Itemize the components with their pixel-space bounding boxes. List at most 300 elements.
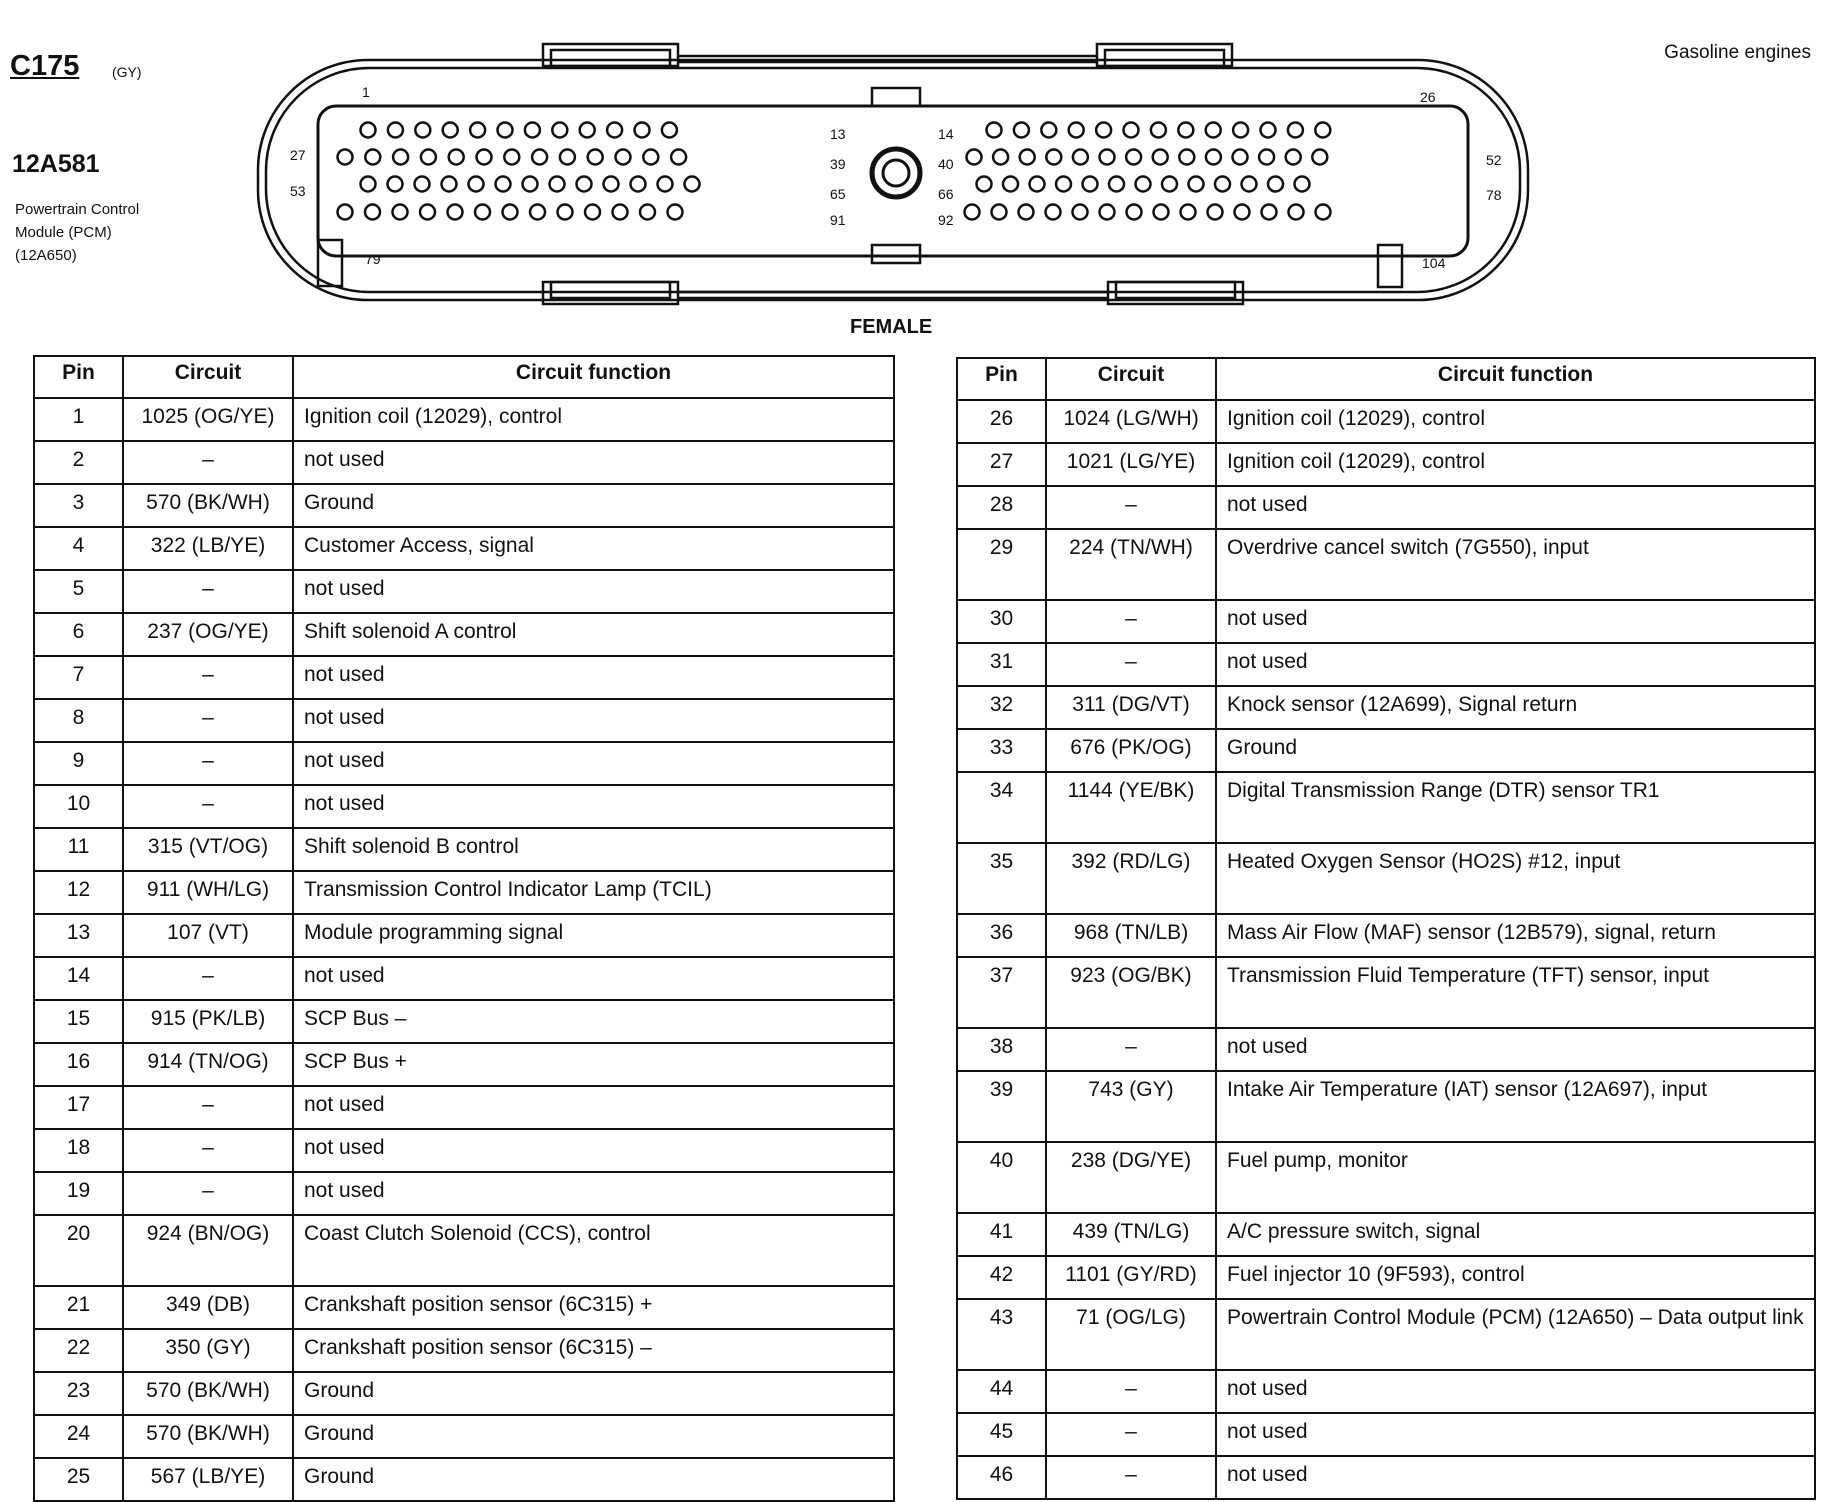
table-row [957,957,1815,1028]
pin-hole [1215,177,1230,192]
pin-hole [1295,177,1310,192]
pin-hole [470,123,485,138]
pin-cell: 34 [957,772,1046,843]
pin-cell: 36 [957,914,1046,957]
function-cell: not used [1216,1413,1815,1456]
function-cell: not used [293,656,894,699]
pin-cell: 6 [34,613,123,656]
function-column-header: Circuit function [1216,358,1815,400]
pin-hole [1262,205,1277,220]
pin-hole [361,123,376,138]
circuit-cell: – [1046,643,1216,686]
table-row [34,1372,894,1415]
function-cell: Ignition coil (12029), control [1216,400,1815,443]
pin-hole [1127,205,1142,220]
pin-hole [361,177,376,192]
pin-label-26: 26 [1420,89,1436,105]
pin-hole [1189,177,1204,192]
table-row [34,871,894,914]
circuit-cell: 676 (PK/OG) [1046,729,1216,772]
pin-cell: 18 [34,1129,123,1172]
pin-hole [1124,123,1139,138]
table-row [34,1129,894,1172]
pin-table-left-body [34,398,894,1501]
pin-hole [643,150,658,165]
pin-cell: 15 [34,1000,123,1043]
pin-hole [658,177,673,192]
pin-cell: 12 [34,871,123,914]
function-cell: Mass Air Flow (MAF) sensor (12B579), signal, return [1216,914,1815,957]
circuit-cell: – [1046,486,1216,529]
circuit-cell: – [1046,1456,1216,1499]
function-cell: not used [293,1172,894,1215]
circuit-cell: 915 (PK/LB) [123,1000,293,1043]
pin-hole [504,150,519,165]
pin-hole [1014,123,1029,138]
pin-cell: 16 [34,1043,123,1086]
function-cell: SCP Bus – [293,1000,894,1043]
pin-hole [1235,205,1250,220]
function-cell: Ground [1216,729,1815,772]
table-row [957,400,1815,443]
pin-hole [965,205,980,220]
table-row [34,1000,894,1043]
circuit-cell: 924 (BN/OG) [123,1215,293,1286]
pin-hole [967,150,982,165]
table-row [34,828,894,871]
table-row [957,1256,1815,1299]
circuit-cell: – [123,1086,293,1129]
part-number: 12A581 [12,150,100,178]
function-cell: Coast Clutch Solenoid (CCS), control [293,1215,894,1286]
pin-hole [685,177,700,192]
circuit-cell: – [123,742,293,785]
pin-hole [1083,177,1098,192]
pin-hole [365,150,380,165]
pin-cell: 28 [957,486,1046,529]
table-row [34,914,894,957]
connector-id: C175 [10,50,80,82]
circuit-cell: – [123,1129,293,1172]
function-cell: Powertrain Control Module (PCM) (12A650) – Data output link [1216,1299,1815,1370]
circuit-cell: 570 (BK/WH) [123,1415,293,1458]
pin-label-91: 91 [830,212,846,228]
function-cell: Knock sensor (12A699), Signal return [1216,686,1815,729]
circuit-cell: 238 (DG/YE) [1046,1142,1216,1213]
function-cell: A/C pressure switch, signal [1216,1213,1815,1256]
pin-hole [415,123,430,138]
table-row [34,1458,894,1501]
circuit-cell: 911 (WH/LG) [123,871,293,914]
pin-hole [588,150,603,165]
pin-hole [992,205,1007,220]
pin-cell: 40 [957,1142,1046,1213]
function-cell: not used [293,699,894,742]
pin-label-66: 66 [938,186,954,202]
pin-hole [993,150,1008,165]
pin-cell: 5 [34,570,123,613]
table-row [34,1086,894,1129]
table-row [34,785,894,828]
circuit-cell: – [1046,600,1216,643]
pin-hole [1315,123,1330,138]
pin-hole [1003,177,1018,192]
pin-cell: 30 [957,600,1046,643]
circuit-cell: – [123,699,293,742]
pin-hole [613,205,628,220]
function-cell: Intake Air Temperature (IAT) sensor (12A697), input [1216,1071,1815,1142]
pin-hole [552,123,567,138]
table-row [34,1415,894,1458]
table-row [957,1299,1815,1370]
circuit-cell: 349 (DB) [123,1286,293,1329]
pin-hole [1020,150,1035,165]
function-cell: Digital Transmission Range (DTR) sensor TR1 [1216,772,1815,843]
circuit-cell: 1144 (YE/BK) [1046,772,1216,843]
pin-cell: 31 [957,643,1046,686]
function-cell: Transmission Control Indicator Lamp (TCIL) [293,871,894,914]
pin-cell: 4 [34,527,123,570]
table-row [957,1071,1815,1142]
table-row [34,699,894,742]
pin-hole [1073,205,1088,220]
pin-cell: 14 [34,957,123,1000]
pin-hole [668,205,683,220]
pin-hole [1179,150,1194,165]
pin-label-40: 40 [938,156,954,172]
function-cell: Fuel pump, monitor [1216,1142,1815,1213]
pin-hole [631,177,646,192]
pin-hole [1136,177,1151,192]
pin-cell: 39 [957,1071,1046,1142]
circuit-cell: 71 (OG/LG) [1046,1299,1216,1370]
function-cell: not used [293,742,894,785]
circuit-cell: 350 (GY) [123,1329,293,1372]
pin-hole [1242,177,1257,192]
pin-table-left [33,355,895,1502]
function-cell: not used [1216,1456,1815,1499]
pin-hole [1046,205,1061,220]
function-cell: Crankshaft position sensor (6C315) + [293,1286,894,1329]
connector-diagram [0,0,1828,320]
pin-label-104: 104 [1422,255,1446,271]
pin-cell: 43 [957,1299,1046,1370]
function-cell: not used [293,1129,894,1172]
pin-cell: 10 [34,785,123,828]
function-cell: not used [1216,643,1815,686]
pin-hole [1208,205,1223,220]
pin-hole [1019,205,1034,220]
pin-cell: 25 [34,1458,123,1501]
circuit-cell: 567 (LB/YE) [123,1458,293,1501]
pin-hole [1096,123,1111,138]
pin-hole [977,177,992,192]
circuit-cell: 392 (RD/LG) [1046,843,1216,914]
pin-hole [1233,150,1248,165]
pin-hole [1206,150,1221,165]
pin-label-53: 53 [290,183,306,199]
pin-cell: 2 [34,441,123,484]
pin-hole [607,123,622,138]
pin-cell: 41 [957,1213,1046,1256]
table-row [34,613,894,656]
pin-hole [560,150,575,165]
pin-hole [1233,123,1248,138]
table-row [34,527,894,570]
pin-cell: 1 [34,398,123,441]
pin-hole [1289,205,1304,220]
pin-hole [420,205,435,220]
table-row [957,529,1815,600]
function-cell: Heated Oxygen Sensor (HO2S) #12, input [1216,843,1815,914]
pin-hole [1056,177,1071,192]
circuit-cell: – [123,570,293,613]
table-row [34,484,894,527]
pin-table-right-body [957,400,1815,1499]
circuit-cell: 237 (OG/YE) [123,613,293,656]
circuit-cell: 968 (TN/LB) [1046,914,1216,957]
function-cell: Shift solenoid B control [293,828,894,871]
function-cell: not used [1216,486,1815,529]
function-cell: Ignition coil (12029), control [1216,443,1815,486]
pin-label-65: 65 [830,186,846,202]
pin-hole [1206,123,1221,138]
pin-label-39: 39 [830,156,846,172]
pin-hole [558,205,573,220]
pin-hole [469,177,484,192]
pin-label-52: 52 [1486,152,1502,168]
circuit-cell: 570 (BK/WH) [123,484,293,527]
function-cell: Customer Access, signal [293,527,894,570]
table-row [957,1213,1815,1256]
pin-hole [585,205,600,220]
pin-hole [1109,177,1124,192]
function-cell: Transmission Fluid Temperature (TFT) sensor, input [1216,957,1815,1028]
circuit-cell: 914 (TN/OG) [123,1043,293,1086]
pin-hole [388,123,403,138]
circuit-cell: – [123,785,293,828]
pin-hole [449,150,464,165]
table-row [957,772,1815,843]
table-row [34,1215,894,1286]
function-cell: Fuel injector 10 (9F593), control [1216,1256,1815,1299]
circuit-cell: 1024 (LG/WH) [1046,400,1216,443]
table-row [957,1142,1815,1213]
table-row [34,1329,894,1372]
pin-hole [532,150,547,165]
table-row [34,1043,894,1086]
function-cell: not used [1216,1028,1815,1071]
table-row [34,441,894,484]
function-cell: Crankshaft position sensor (6C315) – [293,1329,894,1372]
pin-hole [987,123,1002,138]
circuit-column-header: Circuit [1046,358,1216,400]
pin-hole [443,123,458,138]
pin-column-header: Pin [34,356,123,398]
pin-hole [1154,205,1169,220]
pin-hole [1178,123,1193,138]
circuit-column-header: Circuit [123,356,293,398]
pin-hole [1046,150,1061,165]
pin-hole [616,150,631,165]
pin-hole [1259,150,1274,165]
pin-hole [338,150,353,165]
table-row [957,914,1815,957]
pin-hole [415,177,430,192]
circuit-cell: 439 (TN/LG) [1046,1213,1216,1256]
pin-hole [1030,177,1045,192]
pin-cell: 21 [34,1286,123,1329]
circuit-cell: 107 (VT) [123,914,293,957]
pin-hole [1151,123,1166,138]
view-label: FEMALE [850,316,933,338]
pin-cell: 11 [34,828,123,871]
circuit-cell: – [123,957,293,1000]
pin-hole [1073,150,1088,165]
pin-hole [550,177,565,192]
pin-label-14: 14 [938,126,954,142]
pin-cell: 26 [957,400,1046,443]
table-row [957,843,1815,914]
table-row [34,1286,894,1329]
table-row [957,443,1815,486]
circuit-cell: 315 (VT/OG) [123,828,293,871]
table-row [34,398,894,441]
pin-label-1: 1 [362,84,370,100]
module-description: Powertrain Control Module (PCM) (12A650) [15,201,140,264]
pin-label-27: 27 [290,147,306,163]
function-cell: not used [293,441,894,484]
circuit-cell: 923 (OG/BK) [1046,957,1216,1028]
pin-label-78: 78 [1486,187,1502,203]
connector-housing [258,44,1528,304]
function-cell: not used [293,785,894,828]
pin-hole [1126,150,1141,165]
table-row [34,1172,894,1215]
pin-hole [1288,123,1303,138]
table-row [34,656,894,699]
pin-cell: 29 [957,529,1046,600]
pin-cell: 32 [957,686,1046,729]
pin-hole [1162,177,1177,192]
pin-hole [498,123,513,138]
pin-cell: 24 [34,1415,123,1458]
pin-table-right [956,357,1816,1500]
function-cell: Ground [293,1415,894,1458]
function-column-header: Circuit function [293,356,894,398]
pin-cell: 27 [957,443,1046,486]
pin-cell: 33 [957,729,1046,772]
pin-hole [393,150,408,165]
circuit-cell: – [1046,1370,1216,1413]
circuit-cell: – [123,656,293,699]
pin-hole [1069,123,1084,138]
pin-cell: 45 [957,1413,1046,1456]
circuit-cell: 743 (GY) [1046,1071,1216,1142]
circuit-cell: – [123,441,293,484]
pin-hole [1286,150,1301,165]
pin-cell: 38 [957,1028,1046,1071]
table-row [34,570,894,613]
pin-cell: 20 [34,1215,123,1286]
function-cell: Ground [293,1458,894,1501]
pin-label-92: 92 [938,212,954,228]
pin-hole [388,177,403,192]
table-header-row [34,356,894,398]
pin-cell: 9 [34,742,123,785]
function-cell: Ground [293,484,894,527]
pin-cell: 8 [34,699,123,742]
function-cell: not used [293,570,894,613]
pin-column-header: Pin [957,358,1046,400]
pin-hole [662,123,677,138]
pin-label-13: 13 [830,126,846,142]
pin-hole [475,205,490,220]
table-row [957,729,1815,772]
pin-hole [338,205,353,220]
pin-cell: 7 [34,656,123,699]
table-header-row [957,358,1815,400]
pin-hole [635,123,650,138]
pin-hole [496,177,511,192]
pin-hole [1181,205,1196,220]
pin-hole [477,150,492,165]
pin-hole [1153,150,1168,165]
circuit-cell: 1101 (GY/RD) [1046,1256,1216,1299]
pin-cell: 42 [957,1256,1046,1299]
connector-color: (GY) [112,64,142,80]
pin-hole [421,150,436,165]
table-row [957,1028,1815,1071]
pin-hole [1041,123,1056,138]
pin-cell: 19 [34,1172,123,1215]
function-cell: Module programming signal [293,914,894,957]
circuit-cell: 570 (BK/WH) [123,1372,293,1415]
pin-hole [1268,177,1283,192]
table-row [957,600,1815,643]
pin-cell: 3 [34,484,123,527]
pin-hole [1100,205,1115,220]
pin-hole [503,205,518,220]
circuit-cell: 322 (LB/YE) [123,527,293,570]
function-cell: Shift solenoid A control [293,613,894,656]
pin-hole [577,177,592,192]
function-cell: SCP Bus + [293,1043,894,1086]
function-cell: not used [1216,1370,1815,1413]
pin-cell: 35 [957,843,1046,914]
pin-hole [530,205,545,220]
pin-label-79: 79 [365,251,381,267]
pin-cell: 23 [34,1372,123,1415]
function-cell: Ground [293,1372,894,1415]
pin-hole [448,205,463,220]
pin-hole [365,205,380,220]
pin-hole [640,205,655,220]
function-cell: Overdrive cancel switch (7G550), input [1216,529,1815,600]
table-row [34,742,894,785]
table-row [957,486,1815,529]
pin-hole [1312,150,1327,165]
function-cell: not used [293,1086,894,1129]
circuit-cell: 224 (TN/WH) [1046,529,1216,600]
pin-cell: 17 [34,1086,123,1129]
table-row [957,1413,1815,1456]
circuit-cell: – [1046,1413,1216,1456]
circuit-cell: – [1046,1028,1216,1071]
table-row [957,643,1815,686]
circuit-cell: 311 (DG/VT) [1046,686,1216,729]
function-cell: not used [1216,600,1815,643]
